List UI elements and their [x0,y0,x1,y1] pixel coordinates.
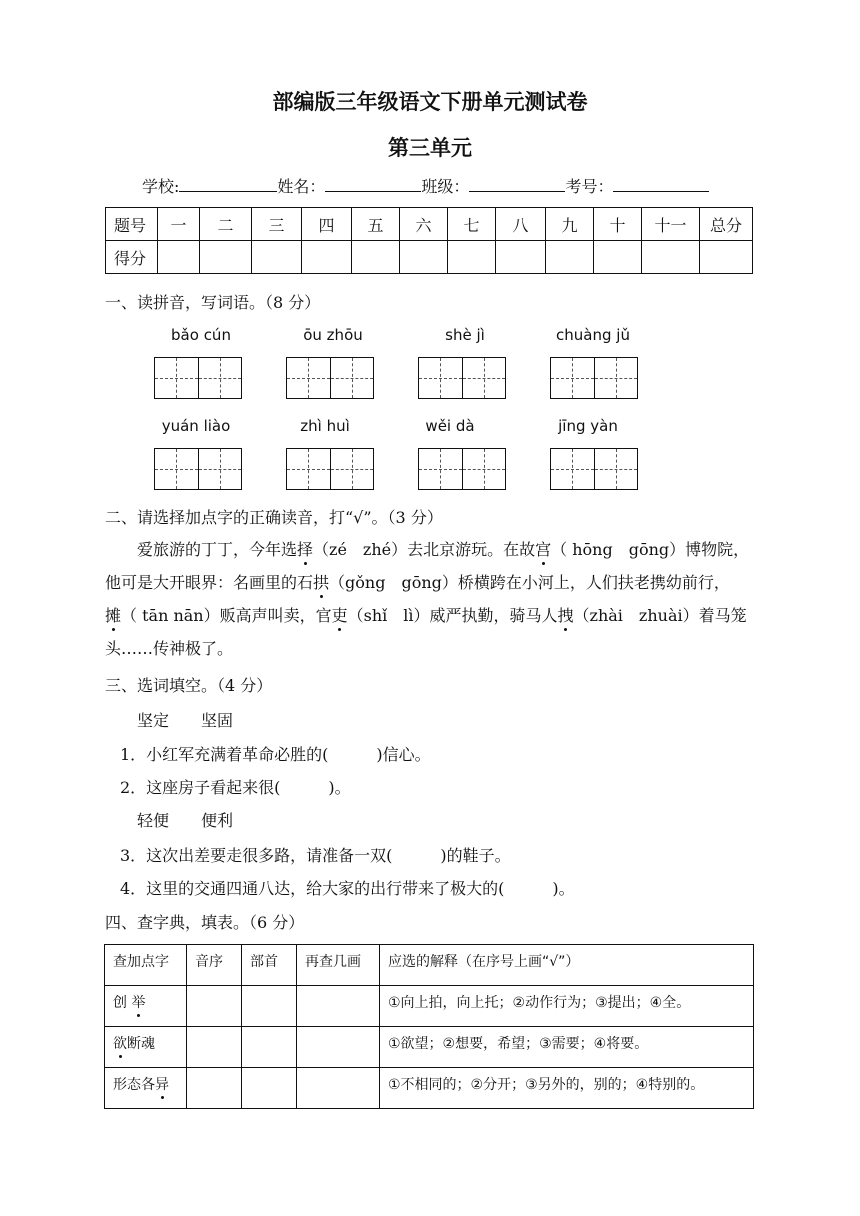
score-cell[interactable] [252,241,302,274]
meaning-cell[interactable]: ①不相同的；②分开；③另外的，别的；④特别的。 [380,1068,754,1109]
table-row [105,1068,754,1109]
pinyin-label: jīng yàn [558,417,618,435]
word-cell: 欲断魂 [105,1027,187,1068]
table-header: 再查几画 [297,945,380,986]
writing-grid[interactable] [418,357,506,399]
word-choices: 轻便 便利 [137,811,234,830]
score-row-label: 得分 [106,241,158,274]
score-header-cell: 题号 [106,208,158,241]
section2-paragraph-line: 爱旅游的丁丁，今年选择（zé zhé）去北京游玩。在故宫（ hōng gōng）博物院， [137,540,750,559]
score-header-cell: 八 [496,208,546,241]
score-table [105,207,753,274]
score-cell[interactable] [352,241,400,274]
question-item: 1．小红军充满着革命必胜的( )信心。 [120,745,431,764]
pinyin-label: wěi dà [425,417,475,435]
answer-cell[interactable] [242,1068,297,1109]
score-header-cell: 六 [400,208,448,241]
score-header-cell: 十一 [642,208,700,241]
school-blank[interactable] [179,177,277,192]
score-header-cell: 二 [200,208,252,241]
writing-grid[interactable] [154,357,242,399]
score-cell[interactable] [200,241,252,274]
answer-cell[interactable] [297,1027,380,1068]
dotted-char: 欲 [113,1036,127,1052]
dotted-char: 异 [155,1077,169,1093]
section2-paragraph-line: 摊（ tān nān）贩高声叫卖，官吏（shǐ lì）威严执勤，骑马人拽（zhài zhuài）着马笼 [105,606,747,625]
page-subtitle: 第三单元 [388,136,472,160]
table-header: 应选的解释（在序号上画“√”） [380,945,754,986]
score-header-cell: 十 [594,208,642,241]
section3-heading: 三、选词填空。（4 分） [105,676,273,695]
score-header-cell: 三 [252,208,302,241]
table-header: 查加点字 [105,945,187,986]
pinyin-label: ōu zhōu [303,326,363,344]
section1-heading: 一、读拼音，写词语。（8 分） [105,293,321,312]
score-table-header-row [106,208,753,241]
class-blank[interactable] [469,177,565,192]
name-blank[interactable] [325,177,421,192]
score-cell[interactable] [448,241,496,274]
pinyin-label: shè jì [445,326,485,344]
student-info-line [142,174,709,197]
section4-heading: 四、查字典，填表。（6 分） [105,913,305,932]
dotted-char: 拱 [313,573,330,592]
writing-grid[interactable] [286,357,374,399]
dictionary-header-row [105,945,754,986]
dotted-char: 举 [131,995,146,1011]
pinyin-label: yuán liào [161,417,231,435]
score-cell[interactable] [700,241,753,274]
score-header-cell: 总分 [700,208,753,241]
answer-cell[interactable] [242,986,297,1027]
pinyin-label: zhì huì [300,417,350,435]
answer-cell[interactable] [187,1068,242,1109]
answer-cell[interactable] [187,986,242,1027]
section2-paragraph-line: 头……传神极了。 [105,639,234,658]
answer-cell[interactable] [297,1068,380,1109]
pinyin-label: bǎo cún [171,326,231,344]
dotted-char: 择 [297,540,314,559]
question-item: 4．这里的交通四通八达，给大家的出行带来了极大的( )。 [120,879,575,898]
question-item: 3．这次出差要走很多路，请准备一双( )的鞋子。 [120,846,511,865]
class-label: 班级： [421,177,470,196]
dictionary-table [104,944,754,1109]
dotted-char: 吏 [331,606,348,625]
dotted-char: 拽 [557,606,574,625]
score-cell[interactable] [546,241,594,274]
meaning-cell[interactable]: ①欲望；②想要，希望；③需要；④将要。 [380,1027,754,1068]
table-header: 部首 [242,945,297,986]
table-row [105,986,754,1027]
score-header-cell: 五 [352,208,400,241]
name-label: 姓名： [277,177,326,196]
writing-grid[interactable] [550,357,638,399]
question-item: 2．这座房子看起来很( )。 [120,778,351,797]
word-choices: 坚定 坚固 [137,711,234,730]
score-cell[interactable] [642,241,700,274]
writing-grid[interactable] [286,448,374,490]
score-cell[interactable] [594,241,642,274]
pinyin-label: chuàng jǔ [556,326,630,344]
page-title: 部编版三年级语文下册单元测试卷 [272,90,588,114]
score-cell[interactable] [496,241,546,274]
writing-grid[interactable] [154,448,242,490]
score-cell[interactable] [302,241,352,274]
exam-no-blank[interactable] [613,177,709,192]
answer-cell[interactable] [242,1027,297,1068]
score-cell[interactable] [158,241,200,274]
exam-no-label: 考号： [565,177,614,196]
writing-grid[interactable] [550,448,638,490]
table-header: 音序 [187,945,242,986]
score-cell[interactable] [400,241,448,274]
section2-heading: 二、请选择加点字的正确读音，打“√”。（3 分） [105,508,443,527]
table-row [105,1027,754,1068]
score-header-cell: 一 [158,208,200,241]
school-label: 学校: [142,177,180,196]
section2-paragraph-line: 他可是大开眼界：名画里的石拱（gǒng gōng）桥横跨在小河上，人们扶老携幼前行， [105,573,730,592]
dotted-char: 摊 [105,606,122,625]
score-header-cell: 四 [302,208,352,241]
score-table-score-row [106,241,753,274]
meaning-cell[interactable]: ①向上拍，向上托；②动作行为；③提出；④全。 [380,986,754,1027]
score-header-cell: 七 [448,208,496,241]
score-header-cell: 九 [546,208,594,241]
dotted-char: 宫 [535,540,552,559]
word-cell: 形态各异 [105,1068,187,1109]
word-cell: 创 举 [105,986,187,1027]
answer-cell[interactable] [297,986,380,1027]
answer-cell[interactable] [187,1027,242,1068]
writing-grid[interactable] [418,448,506,490]
